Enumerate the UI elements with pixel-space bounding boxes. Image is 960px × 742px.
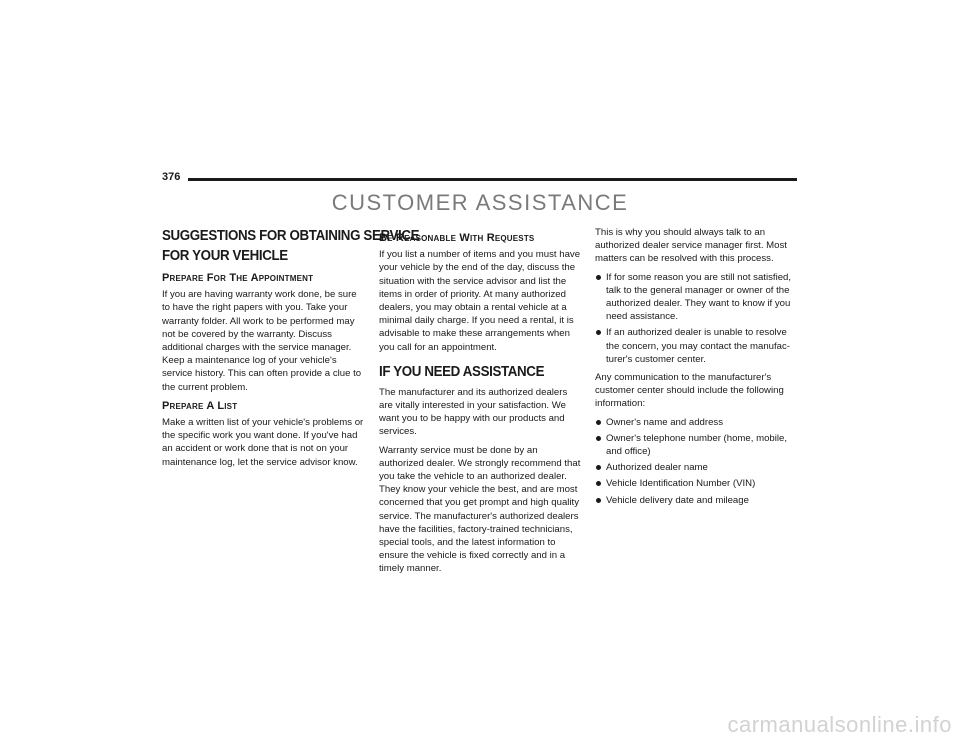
subheading-prepare-list: Prepare A List (162, 399, 238, 412)
column-right (595, 226, 797, 512)
section-heading-assistance: IF YOU NEED ASSISTANCE (379, 363, 545, 380)
paragraph-assistance-intro: The manufacturer and its authorized dealers are vitally interested in your satisfaction. We want you to be happy with our products and services. (379, 386, 568, 438)
list-item: Owner's name and address (595, 416, 797, 429)
list-item: If for some reason you are still not satisfied, talk to the general manager or owner of the authorized dealer. They want to know if you need assistance. (595, 271, 797, 324)
paragraph-communication: Any communication to the manufacturer's customer center should include the following information: (595, 372, 784, 410)
bullet-list-information (595, 416, 797, 507)
subheading-reasonable-requests: Be Reasonable With Requests (379, 232, 535, 244)
paragraph-talk-to-manager: This is why you should always talk to an authorized dealer service manager first. Most matters can be resolved with this process. (595, 227, 787, 265)
heading-line-1: SUGGESTIONS FOR OBTAINING SERVICE (162, 228, 420, 244)
bullet-icon (596, 275, 601, 280)
list-item: Vehicle delivery date and mileage (595, 494, 797, 507)
list-item: If an authorized dealer is unable to resolve the concern, you may contact the manufac-turer's customer center. (595, 326, 797, 366)
bullet-icon (596, 465, 601, 470)
paragraph-reasonable-requests: If you list a number of items and you must have your vehicle by the end of the day, discuss the situation with the service advisor and list the items in order of priority. At many authorized dealers, you may obtain a rental vehicle at a minimal daily charge. If you need a rental, it is advisable to make these arrangements when you call for an appointment. (379, 249, 581, 353)
bullet-icon (596, 330, 601, 335)
list-item: Vehicle Identification Number (VIN) (595, 477, 797, 490)
column-left (162, 226, 420, 474)
chapter-title: CUSTOMER ASSISTANCE (331, 190, 629, 215)
paragraph-warranty-service: Warranty service must be done by an authorized dealer. We strongly recommend that you take the vehicle to an authorized dealer. They know your vehicle the best, and are most concerned that you get prompt and high quality service. The manufacturer's authorized dealers have the facilities, factory-trained technicians, special tools, and the latest information to ensure the vehicle is fixed correctly and in a timely manner. (379, 444, 581, 575)
list-item: Owner's telephone number (home, mobile, and office) (595, 432, 797, 458)
page-number: 376 (162, 171, 181, 183)
paragraph-prepare-list: Make a written list of your vehicle's problems or the specific work you want done. If you've had an accident or work done that is not on your maintenance log, let the service advisor know. (162, 417, 364, 468)
bullet-icon (596, 481, 601, 486)
bullet-list-escalation (595, 271, 797, 366)
list-item: Authorized dealer name (595, 461, 797, 474)
watermark: carmanualsonline.info (727, 712, 952, 737)
paragraph-prepare-appointment: If you are having warranty work done, be sure to have the right papers with you. Take your warranty folder. All work to be performed may not be covered by the warranty. Discuss additional charges with the service manager. Keep a maintenance log of your vehicle's service history. This can often provide a clue to the current problem. (162, 289, 362, 393)
bullet-icon (596, 420, 601, 425)
subheading-prepare-appointment: Prepare For The Appointment (162, 272, 314, 284)
section-heading-suggestions (162, 226, 420, 266)
bullet-icon (596, 436, 601, 441)
header-rule (188, 178, 797, 181)
bullet-icon (596, 498, 601, 503)
heading-line-2: FOR YOUR VEHICLE (162, 248, 288, 264)
column-middle (379, 226, 581, 581)
